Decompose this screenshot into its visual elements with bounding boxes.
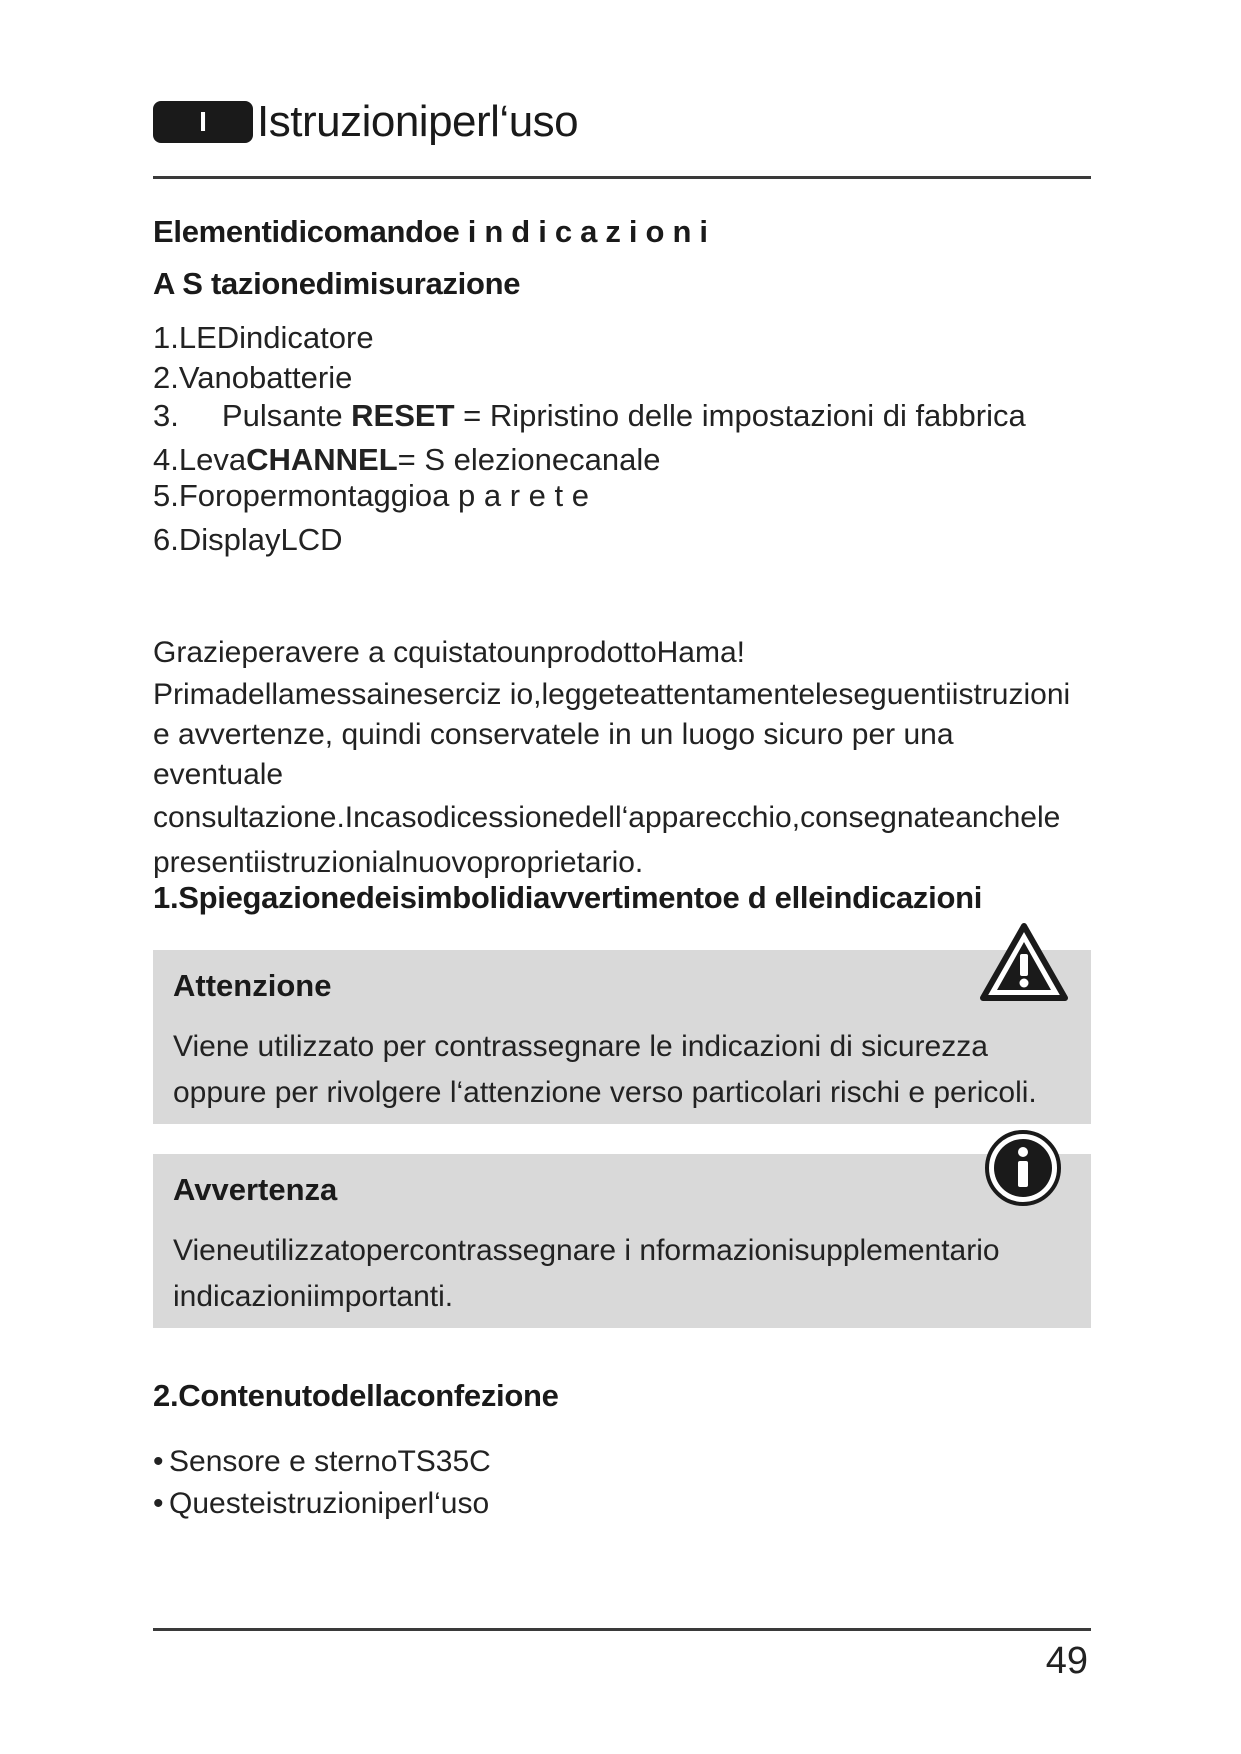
- intro-line: Grazieperavere a cquistatounprodottoHama!: [153, 636, 746, 669]
- section1-heading: 1.Spiegazionedeisimbolidiavvertimentoe d elleindicazioni: [153, 880, 983, 915]
- language-badge: I: [153, 101, 253, 143]
- intro-line: e avvertenze, quindi conservatele in un luogo sicuro per una eventuale: [153, 718, 954, 791]
- info-circle-icon: [983, 1128, 1063, 1213]
- list-item: • Questeistruzioniperl‘uso: [153, 1483, 491, 1525]
- bullet-icon: •: [153, 1445, 164, 1478]
- package-contents-list: [153, 1441, 491, 1525]
- page-number: 49: [1045, 1640, 1088, 1682]
- section2-heading: 2.Contenutodellaconfezione: [153, 1378, 559, 1413]
- warning-triangle-icon: [979, 922, 1069, 1007]
- document-title: Istruzioniperl‘uso: [257, 97, 579, 146]
- notice-title: Avvertenza: [173, 1172, 338, 1207]
- attention-box: [153, 950, 1091, 1124]
- list-item: • Sensore e sternoTS35C: [153, 1441, 491, 1483]
- list-item: 4.LevaCHANNEL= S elezionecanale: [153, 442, 661, 477]
- notice-box: [153, 1154, 1091, 1328]
- list-item: 5.Foropermontaggioa p a r e t e: [153, 478, 589, 513]
- list-item: 1.LEDindicatore: [153, 320, 374, 355]
- notice-text: Vieneutilizzatopercontrassegnare i nformazionisupplementario indicazioniimportanti.: [173, 1234, 1000, 1313]
- intro-line: consultazione.Incasodicessionedell‘apparecchio,consegnateanchele: [153, 801, 1061, 834]
- intro-line: Primadellamessaineserciz io,leggeteattentamenteleseguentiistruzioni: [153, 678, 1071, 711]
- list-item: 3. Pulsante RESET = Ripristino delle impostazioni di fabbrica: [153, 398, 1026, 433]
- attention-title: Attenzione: [173, 968, 332, 1003]
- page-header: [153, 92, 578, 152]
- list-item: 2.Vanobatterie: [153, 360, 353, 395]
- controls-list: [153, 318, 1026, 560]
- intro-line: presentiistruzionialnuovoproprietario.: [153, 846, 644, 879]
- controls-subheading: A S tazionedimisurazione: [153, 266, 521, 301]
- bullet-icon: •: [153, 1487, 164, 1520]
- intro-paragraph: [153, 630, 1083, 885]
- footer-divider: [153, 1628, 1091, 1631]
- controls-heading: Elementidicomandoe i n d i c a z i o n i: [153, 214, 708, 249]
- attention-text: Viene utilizzato per contrassegnare le indicazioni di sicurezza oppure per rivolgere l‘attenzione verso particolari rischi e pericoli.: [173, 1030, 1037, 1109]
- header-divider: [153, 176, 1091, 179]
- list-item: 6.DisplayLCD: [153, 522, 343, 557]
